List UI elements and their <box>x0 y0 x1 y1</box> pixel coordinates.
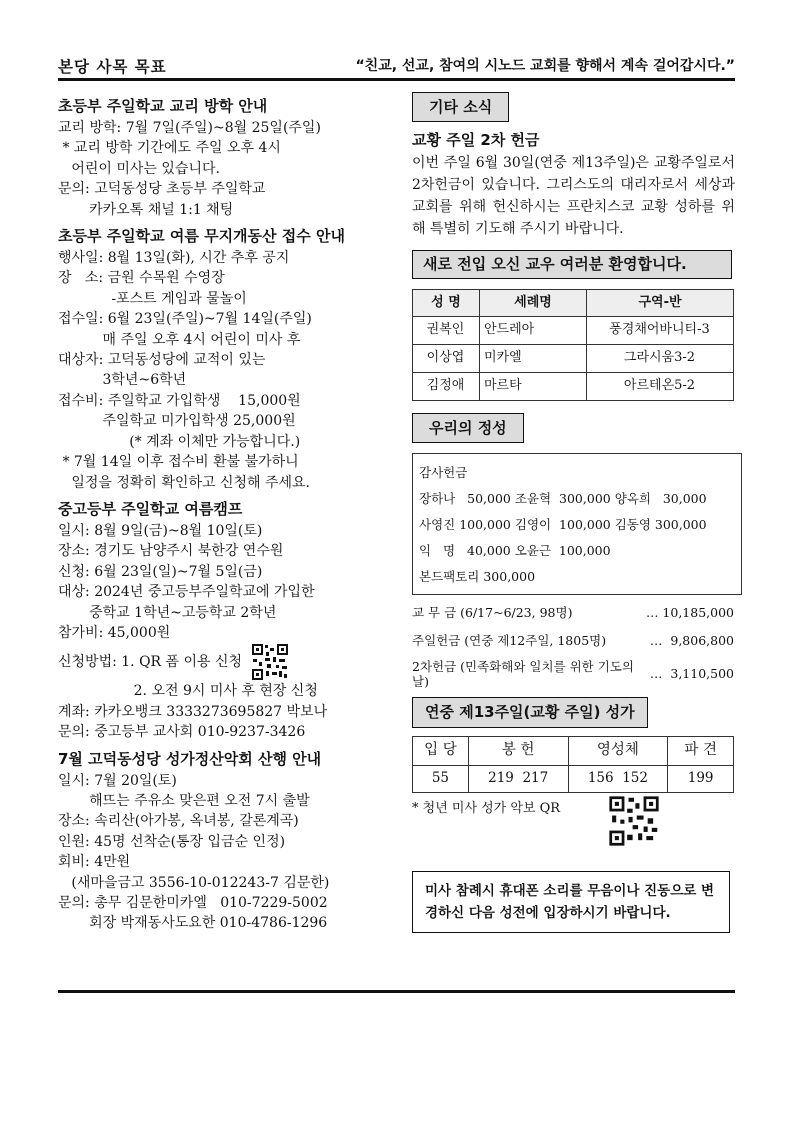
thanks-row: 익 명 40,000 오윤근 100,000 <box>419 543 611 559</box>
text-line: 계좌: 카카오뱅크 3333273695827 박보나 <box>58 703 328 720</box>
text-line: -포스트 게임과 물놀이 <box>58 290 247 307</box>
thanks-row: 사영진 100,000 김영이 100,000 김동영 300,000 <box>419 517 707 533</box>
left-column <box>58 92 388 934</box>
offering-sum-row <box>412 659 734 689</box>
bottom-rule <box>58 990 735 993</box>
qr-code-icon[interactable] <box>608 795 660 847</box>
table-cell: 그라시움3-2 <box>587 344 734 372</box>
text-line: 2. 오전 9시 미사 후 현장 신청 <box>58 683 318 700</box>
apply-line <box>58 643 388 681</box>
right-column <box>412 92 735 933</box>
table-header: 성 명 <box>413 289 480 316</box>
sum-value: … 10,185,000 <box>645 605 734 621</box>
new-members-table <box>412 289 734 401</box>
text-line: 일시: 8월 9일(금)~8월 10일(토) <box>58 522 263 539</box>
table-cell: 안드레아 <box>480 316 587 344</box>
text-line: 행사일: 8월 13일(화), 시간 추후 공지 <box>58 250 290 267</box>
sum-value: … 9,806,800 <box>649 633 734 649</box>
text-line: 일시: 7월 20일(토) <box>58 772 177 789</box>
hymn-number: 156 152 <box>568 765 668 792</box>
text-line: 매 주일 오후 4시 어린이 미사 후 <box>58 331 301 348</box>
text-line: 중학교 1학년~고등학교 2학년 <box>58 604 277 621</box>
sum-label: 교 무 금 (6/17~6/23, 98명) <box>412 605 573 621</box>
offering-sums <box>412 599 735 689</box>
phone-notice-box: 미사 참례시 휴대폰 소리를 무음이나 진동으로 변경하신 다음 성전에 입장하시기 바랍니다. <box>412 871 730 933</box>
hymn-header: 봉 헌 <box>468 736 568 765</box>
section-title: 초등부 주일학교 교리 방학 안내 <box>58 97 268 115</box>
hymn-header: 파 견 <box>668 736 734 765</box>
table-cell: 풍경채어바니티-3 <box>587 316 734 344</box>
text-line: 해뜨는 주유소 맞은편 오전 7시 출발 <box>58 792 310 809</box>
thanks-row: 장하나 50,000 조윤혁 300,000 양옥희 30,000 <box>419 491 707 507</box>
section-title: 중고등부 주일학교 여름캠프 <box>58 499 243 518</box>
text-line: * 교리 방학 기간에도 주일 오후 4시 <box>58 140 281 157</box>
youth-qr-row <box>412 799 735 847</box>
table-cell: 이상엽 <box>413 344 480 372</box>
top-rule <box>58 78 735 81</box>
welcome-title: 새로 전입 오신 교우 여러분 환영합니다. <box>412 250 732 278</box>
text-line: 대상: 2024년 중고등부주일학교에 가입한 <box>58 584 315 601</box>
text-line: (새마을금고 3556-10-012243-7 김문한) <box>58 874 330 891</box>
hymn-number: 219 217 <box>468 765 568 792</box>
text-line: 장 소: 금원 수목원 수영장 <box>58 270 225 287</box>
table-row <box>413 316 734 344</box>
sum-label: 주일헌금 (연중 제12주일, 1805명) <box>412 633 607 649</box>
text-line: 교리 방학: 7월 7일(주일)~8월 25일(주일) <box>58 120 321 136</box>
text-line: 대상자: 고덕동성당에 교적이 있는 <box>58 352 266 369</box>
table-cell: 아르테온5-2 <box>587 372 734 400</box>
text-line: 접수비: 주일학교 가입학생 15,000원 <box>58 392 301 409</box>
text-line: 3학년~6학년 <box>58 372 187 389</box>
text-line: 일정을 정확히 확인하고 신청해 주세요. <box>58 474 310 491</box>
apply-text: 신청방법: 1. QR 폼 이용 신청 <box>58 654 243 671</box>
text-line: * 7월 14일 이후 접수비 환불 불가하니 <box>58 454 299 471</box>
text-line: 접수일: 6월 23일(주일)~7월 14일(주일) <box>58 311 312 328</box>
qr-code-icon[interactable] <box>251 643 289 681</box>
header-left: 본당 사목 목표 <box>58 58 167 76</box>
table-row <box>413 372 734 400</box>
section-title: 7월 고덕동성당 성가정산악회 산행 안내 <box>58 749 322 768</box>
offering-title: 우리의 정성 <box>412 413 524 443</box>
pope-offering-text: 이번 주일 6월 30일(연중 제13주일)은 교황주일로서 2차헌금이 있습니다. 그리스도의 대리자로서 세상과 교회를 위해 헌신하시는 프란치스코 교황 성하를 위해 특별히 기도해 주시기 바랍니다. <box>412 155 735 238</box>
etc-news-title: 기타 소식 <box>412 92 509 122</box>
text-line: 문의: 중고등부 교사회 010-9237-3426 <box>58 724 306 741</box>
text-line: 인원: 45명 선착순(통장 입금순 인정) <box>58 833 286 850</box>
text-line: 회장 박재동사도요한 010-4786-1296 <box>58 915 328 932</box>
sum-value: … 3,110,500 <box>649 666 734 682</box>
header-motto: “친교, 선교, 참여의 시노드 교회를 향해서 계속 걸어갑시다.” <box>355 58 735 74</box>
offering-sum-row <box>412 599 734 627</box>
hymn-header: 영성체 <box>568 736 668 765</box>
table-row <box>413 344 734 372</box>
text-line: 카카오톡 채널 1:1 채팅 <box>58 201 234 218</box>
text-line: 신청: 6월 23일(일)~7월 5일(금) <box>58 563 263 580</box>
offering-sum-row <box>412 627 734 655</box>
sum-label: 2차헌금 (민족화해와 일치를 위한 기도의 날) <box>412 659 634 690</box>
thanks-row: 본드팩토리 300,000 <box>419 569 536 585</box>
youth-note: * 청년 미사 성가 악보 QR <box>412 800 561 816</box>
text-line: 주일학교 미가입학생 25,000원 <box>58 413 296 430</box>
table-cell: 김정애 <box>413 372 480 400</box>
thanks-offering-box <box>412 453 742 595</box>
table-header: 세례명 <box>480 289 587 316</box>
text-line: 회비: 4만원 <box>58 854 131 871</box>
pope-offering-title: 교황 주일 2차 헌금 <box>412 131 540 150</box>
section-body <box>58 771 388 934</box>
page-header <box>58 55 735 79</box>
section-body <box>58 681 388 742</box>
hymn-header: 입 당 <box>413 736 469 765</box>
hymn-number: 55 <box>413 765 469 792</box>
thanks-label: 감사헌금 <box>419 465 468 481</box>
text-line: 문의: 고덕동성당 초등부 주일학교 <box>58 181 266 198</box>
hymn-table <box>412 736 734 793</box>
text-line: 문의: 총무 김문한미카엘 010-7229-5002 <box>58 895 328 911</box>
text-line: 장소: 속리산(아가봉, 옥녀봉, 갈론계곡) <box>58 813 299 830</box>
text-line: 참가비: 45,000원 <box>58 624 171 641</box>
text-line: 어린이 미사는 있습니다. <box>58 160 220 177</box>
section-body <box>58 248 388 493</box>
section-body <box>58 118 388 220</box>
table-header: 구역-반 <box>587 289 734 316</box>
hymn-title: 연중 제13주일(교황 주일) 성가 <box>412 697 648 727</box>
table-cell: 미카엘 <box>480 344 587 372</box>
text-line: (* 계좌 이체만 가능합니다.) <box>58 433 301 450</box>
table-cell: 마르타 <box>480 372 587 400</box>
table-cell: 권복인 <box>413 316 480 344</box>
section-title: 초등부 주일학교 여름 무지개동산 접수 안내 <box>58 227 345 246</box>
section-body <box>58 521 388 643</box>
hymn-number: 199 <box>668 765 734 792</box>
text-line: 장소: 경기도 남양주시 북한강 연수원 <box>58 543 284 560</box>
